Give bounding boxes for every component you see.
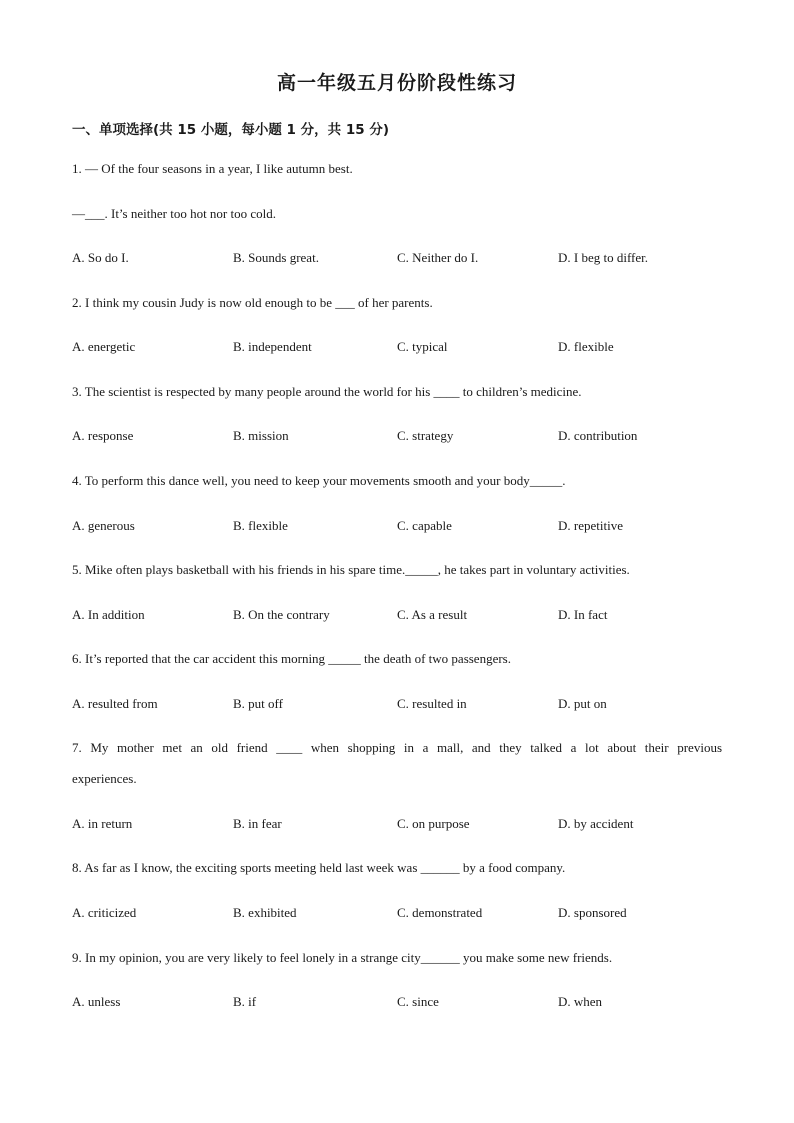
question-3-option-c[interactable]: C. strategy <box>397 428 454 443</box>
question-4-option-d[interactable]: D. repetitive <box>558 518 623 533</box>
question-5-option-d[interactable]: D. In fact <box>558 607 608 622</box>
question-8-option-c[interactable]: C. demonstrated <box>397 905 483 920</box>
question-6-options <box>72 696 722 714</box>
question-7-option-b[interactable]: B. in fear <box>233 816 282 831</box>
question-2-option-a[interactable]: A. energetic <box>72 339 136 354</box>
question-1-stem: 1. — Of the four seasons in a year, I like autumn best. <box>72 161 353 176</box>
question-2-stem: 2. I think my cousin Judy is now old enough to be ___ of her parents. <box>72 295 433 310</box>
question-3-option-d[interactable]: D. contribution <box>558 428 638 443</box>
question-1-options <box>72 250 722 268</box>
question-5-option-c[interactable]: C. As a result <box>397 607 468 622</box>
question-9-option-b[interactable]: B. if <box>233 994 257 1009</box>
question-8-stem: 8. As far as I know, the exciting sports meeting held last week was ______ by a food company. <box>72 860 566 875</box>
question-9-options <box>72 994 722 1012</box>
question-2-option-c[interactable]: C. typical <box>397 339 448 354</box>
question-3-stem: 3. The scientist is respected by many people around the world for his ____ to children’s medicine. <box>72 384 582 399</box>
question-4-option-c[interactable]: C. capable <box>397 518 452 533</box>
question-7-option-c[interactable]: C. on purpose <box>397 816 470 831</box>
question-8-option-d[interactable]: D. sponsored <box>558 905 627 920</box>
question-9-option-c[interactable]: C. since <box>397 994 439 1009</box>
question-4-stem: 4. To perform this dance well, you need to keep your movements smooth and your body_____. <box>72 473 566 488</box>
question-6-stem: 6. It’s reported that the car accident this morning _____ the death of two passengers. <box>72 651 511 666</box>
question-2-option-b[interactable]: B. independent <box>233 339 312 354</box>
question-5-stem: 5. Mike often plays basketball with his friends in his spare time._____, he takes part in voluntary activities. <box>72 562 630 577</box>
question-1-option-c[interactable]: C. Neither do I. <box>397 250 479 265</box>
question-2-options <box>72 339 722 357</box>
page-title: 高一年级五月份阶段性练习 <box>276 72 517 94</box>
question-4-options <box>72 518 722 536</box>
question-2-option-d[interactable]: D. flexible <box>558 339 614 354</box>
question-3-option-b[interactable]: B. mission <box>233 428 289 443</box>
question-3-options <box>72 428 722 446</box>
question-1-option-a[interactable]: A. So do I. <box>72 250 129 265</box>
question-9-option-a[interactable]: A. unless <box>72 994 121 1009</box>
question-1-option-d[interactable]: D. I beg to differ. <box>558 250 649 265</box>
question-5-options <box>72 607 722 625</box>
question-7-stem-continued: experiences. <box>72 771 137 786</box>
question-8-option-b[interactable]: B. exhibited <box>233 905 297 920</box>
question-7-stem: 7. My mother met an old friend ____ when shopping in a mall, and they talked a lot about their previous <box>72 740 722 755</box>
question-9-option-d[interactable]: D. when <box>558 994 603 1009</box>
question-7-option-d[interactable]: D. by accident <box>558 816 634 831</box>
question-4-option-b[interactable]: B. flexible <box>233 518 288 533</box>
question-6-option-d[interactable]: D. put on <box>558 696 607 711</box>
question-1-response: —___. It’s neither too hot nor too cold. <box>72 206 277 221</box>
question-9-stem: 9. In my opinion, you are very likely to feel lonely in a strange city______ you make some new friends. <box>72 950 613 965</box>
question-6-option-c[interactable]: C. resulted in <box>397 696 467 711</box>
question-3-option-a[interactable]: A. response <box>72 428 134 443</box>
question-8-options <box>72 905 722 923</box>
question-6-option-b[interactable]: B. put off <box>233 696 283 711</box>
question-7-options <box>72 816 722 834</box>
question-7-option-a[interactable]: A. in return <box>72 816 133 831</box>
question-4-option-a[interactable]: A. generous <box>72 518 135 533</box>
question-5-option-b[interactable]: B. On the contrary <box>233 607 330 622</box>
question-5-option-a[interactable]: A. In addition <box>72 607 145 622</box>
question-6-option-a[interactable]: A. resulted from <box>72 696 158 711</box>
question-1-option-b[interactable]: B. Sounds great. <box>233 250 319 265</box>
section-heading: 一、单项选择(共 15 小题，每小题 1 分，共 15 分) <box>72 122 390 138</box>
question-8-option-a[interactable]: A. criticized <box>72 905 137 920</box>
